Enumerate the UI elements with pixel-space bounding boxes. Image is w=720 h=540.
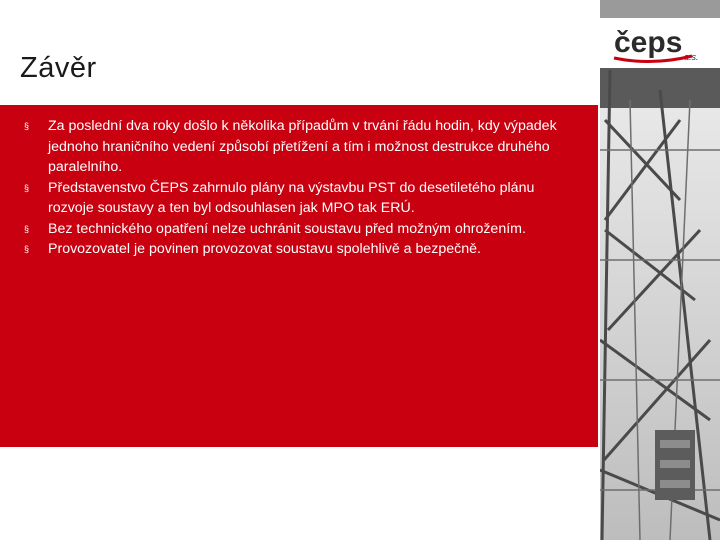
bullet-text: Bez technického opatření nelze uchránit soustavu před možným ohrožením. — [48, 220, 526, 237]
bullet-text: Provozovatel je povinen provozovat soustavu spolehlivě a bezpečně. — [48, 241, 481, 257]
bullet-item — [24, 219, 584, 240]
bullet-item — [24, 116, 584, 178]
ceps-logo — [612, 22, 712, 66]
logo-text: čeps — [614, 26, 683, 59]
transmission-tower-photo — [600, 0, 720, 540]
bullet-item — [24, 239, 584, 260]
bullet-list — [24, 116, 584, 260]
bullet-item — [24, 178, 584, 219]
bullet-text: Představenstvo ČEPS zahrnulo plány na výstavbu PST do desetiletého plánu rozvoje soustavy a ten byl odsouhlasen jak MPO tak ERÚ. — [48, 179, 535, 216]
logo-suffix: a.s. — [684, 52, 699, 62]
bullet-icon: § — [24, 244, 30, 254]
bullet-icon: § — [24, 223, 30, 234]
bullet-icon: § — [24, 182, 30, 193]
bullet-text: Za poslední dva roky došlo k několika případům v trvání řádu hodin, kdy výpadek jednoho hraničního vedení způsobí přetížení a tím i možnost destrukce druhého paralelního. — [48, 118, 557, 175]
slide-title: Závěr — [20, 52, 97, 84]
bullet-icon: § — [24, 121, 30, 131]
transmission-tower-illustration — [600, 0, 720, 540]
